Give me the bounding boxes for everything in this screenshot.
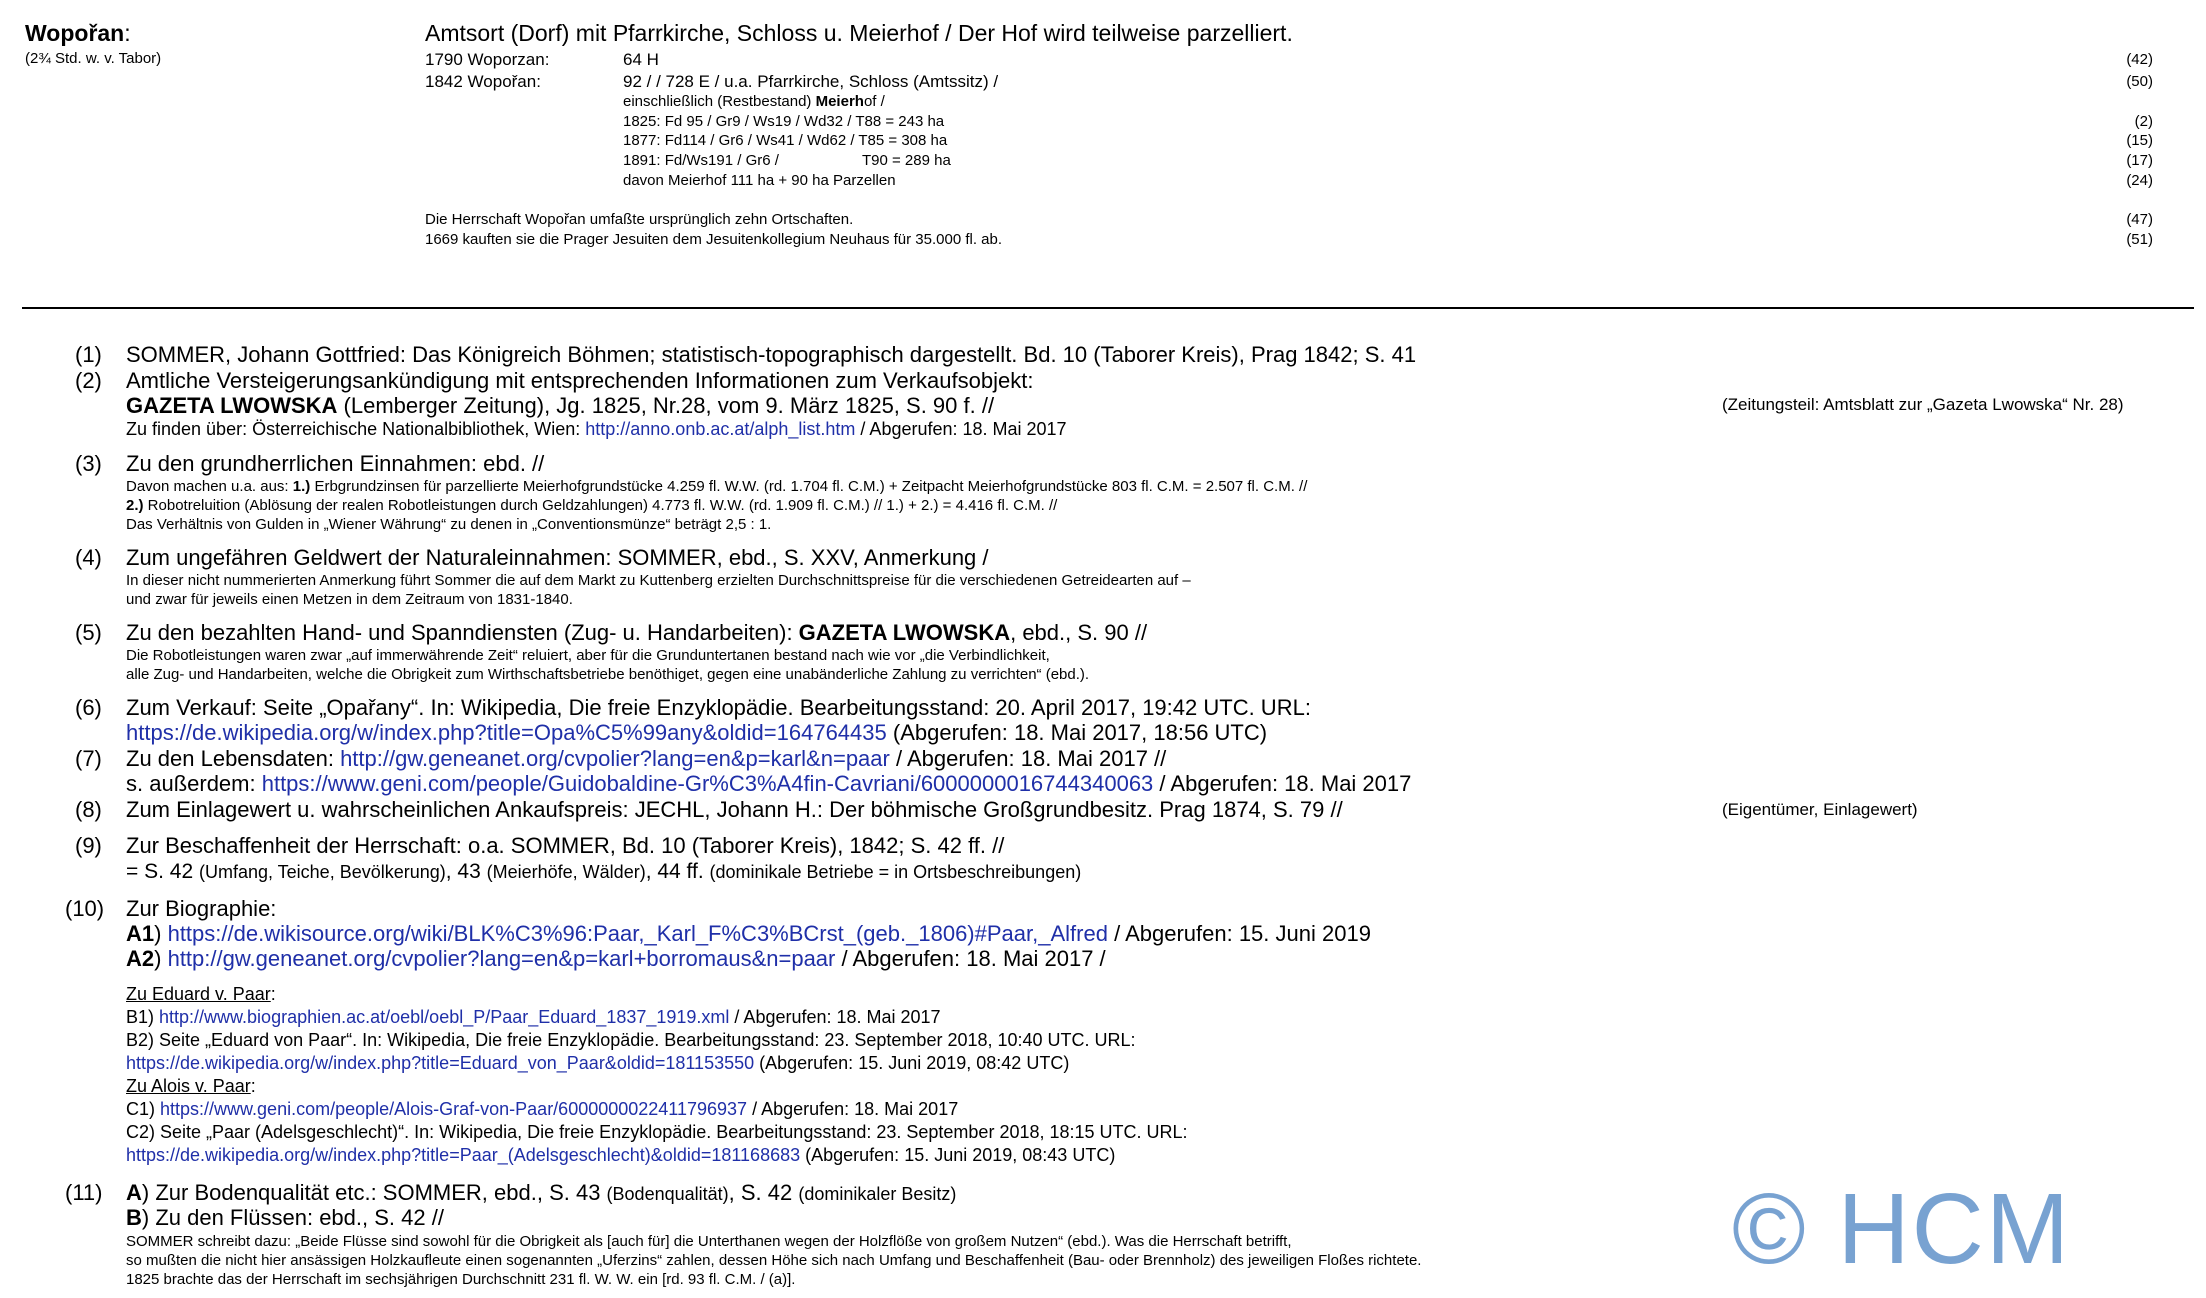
row-text-5: 1891: Fd/Ws191 / Gr6 / T90 = 289 ha <box>623 152 951 169</box>
ref-11-b: B) Zu den Flüssen: ebd., S. 42 // <box>126 1205 444 1230</box>
ref-11-sub3: 1825 brachte das der Herrschaft im sechsjährigen Durchschnitt 231 fl. W. W. ein [rd. 93 fl. C.M. / (a)]. <box>126 1271 796 1288</box>
row-text-2: einschließlich (Restbestand) Meierhof / <box>623 93 885 110</box>
ref-2-side-note: (Zeitungsteil: Amtsblatt zur „Gazeta Lwowska“ Nr. 28) <box>1722 395 2124 414</box>
ref-4-sub1: In dieser nicht nummerierten Anmerkung führt Sommer die auf dem Markt zu Kuttenberg erzielten Durchschnittspreise für die verschiedenen Getreidearten auf – <box>126 572 1191 589</box>
ref-2-line3: Zu finden über: Österreichische Nationalbibliothek, Wien: http://anno.onb.ac.at/alph_list.htm / Abgerufen: 18. Mai 2017 <box>126 419 1067 439</box>
biographien-eduard-link[interactable]: http://www.biographien.ac.at/oebl/oebl_P/Paar_Eduard_1837_1919.xml <box>159 1007 730 1027</box>
ref-10-b2-line1: B2) Seite „Eduard von Paar“. In: Wikipedia, Die freie Enzyklopädie. Bearbeitungsstand: 23. September 2018, 10:40 UTC. URL: <box>126 1030 1136 1050</box>
ref-10-a2: A2) http://gw.geneanet.org/cvpolier?lang=en&p=karl+borromaus&n=paar / Abgerufen: 18. Mai 2017 / <box>126 946 1106 971</box>
ref-11-sub1: SOMMER schreibt dazu: „Beide Flüsse sind sowohl für die Obrigkeit als [auch für] die Unterthanen wegen der Holzflöße von großem Nutzen“ (ebd.). Was die Herrschaft betrifft, <box>126 1233 1292 1250</box>
ref-number-8: (8) <box>75 797 102 822</box>
ref-number-9: (9) <box>75 833 102 858</box>
row-year-1: 1842 Wopořan: <box>425 72 541 91</box>
ref-9-line2: = S. 42 (Umfang, Teiche, Bevölkerung), 43 (Meierhöfe, Wälder), 44 ff. (dominikale Betriebe = in Ortsbeschreibungen) <box>126 860 1082 883</box>
row-text-4: 1877: Fd114 / Gr6 / Ws41 / Wd62 / T85 = 308 ha <box>623 132 948 149</box>
row-text-0: 64 H <box>623 50 659 69</box>
ref-7-line1: Zu den Lebensdaten: http://gw.geneanet.org/cvpolier?lang=en&p=karl&n=paar / Abgerufen: 18. Mai 2017 // <box>126 746 1167 771</box>
row-ref-5: (17) <box>2126 152 2153 169</box>
place-name: Wopořan: <box>25 20 131 46</box>
row-ref-1: (50) <box>2126 73 2153 90</box>
row-ref-0: (42) <box>2126 51 2153 68</box>
row-text-3: 1825: Fd 95 / Gr9 / Ws19 / Wd32 / T88 = 243 ha <box>623 113 945 130</box>
ref-number-5: (5) <box>75 620 102 645</box>
ref-2-line1: Amtliche Versteigerungsankündigung mit entsprechenden Informationen zum Verkaufsobjekt: <box>126 368 1034 393</box>
place-description: Amtsort (Dorf) mit Pfarrkirche, Schloss u. Meierhof / Der Hof wird teilweise parzelliert. <box>425 20 1293 46</box>
copyright-watermark: © HCM <box>1732 1173 2072 1285</box>
ref-5-line1: Zu den bezahlten Hand- und Spanndiensten (Zug- u. Handarbeiten): GAZETA LWOWSKA, ebd., S. 90 // <box>126 620 1148 645</box>
ref-11-a: A) Zur Bodenqualität etc.: SOMMER, ebd., S. 43 (Bodenqualität), S. 42 (dominikaler Besitz) <box>126 1180 957 1205</box>
ref-10-line1: Zur Biographie: <box>126 896 277 921</box>
note-1: 1669 kauften sie die Prager Jesuiten dem Jesuitenkollegium Neuhaus für 35.000 fl. ab. <box>425 231 1003 248</box>
ref-4-sub2: und zwar für jeweils einen Metzen in dem Zeitraum von 1831-1840. <box>126 591 573 608</box>
section-divider <box>22 307 2194 309</box>
ref-6-line2: https://de.wikipedia.org/w/index.php?title=Opa%C5%99any&oldid=164764435 (Abgerufen: 18. Mai 2017, 18:56 UTC) <box>126 720 1268 745</box>
ref-number-4: (4) <box>75 545 102 570</box>
ref-4-line1: Zum ungefähren Geldwert der Naturaleinnahmen: SOMMER, ebd., S. XXV, Anmerkung / <box>126 545 989 570</box>
ref-2-line2: GAZETA LWOWSKA (Lemberger Zeitung), Jg. 1825, Nr.28, vom 9. März 1825, S. 90 f. // <box>126 393 995 418</box>
geneanet-karl-link[interactable]: http://gw.geneanet.org/cvpolier?lang=en&p=karl&n=paar <box>340 746 890 771</box>
place-colon: : <box>124 20 131 46</box>
ref-3-sub3: Das Verhältnis von Gulden in „Wiener Währung“ zu denen in „Conventionsmünze“ beträgt 2,5 : 1. <box>126 516 772 533</box>
geneanet-karl-borromaus-link[interactable]: http://gw.geneanet.org/cvpolier?lang=en&p=karl+borromaus&n=paar <box>167 946 836 971</box>
distance-note: (2¾ Std. w. v. Tabor) <box>25 50 162 67</box>
ref-6-line1: Zum Verkauf: Seite „Opařany“. In: Wikipedia, Die freie Enzyklopädie. Bearbeitungsstand: 20. April 2017, 19:42 UTC. URL: <box>126 695 1311 720</box>
wikisource-paar-link[interactable]: https://de.wikisource.org/wiki/BLK%C3%96:Paar,_Karl_F%C3%BCrst_(geb._1806)#Paar,_Alfred <box>167 921 1108 946</box>
row-text-6: davon Meierhof 111 ha + 90 ha Parzellen <box>623 172 896 189</box>
onb-link[interactable]: http://anno.onb.ac.at/alph_list.htm <box>585 419 856 439</box>
note-ref-0: (47) <box>2126 211 2153 228</box>
ref-10-a1: A1) https://de.wikisource.org/wiki/BLK%C3%96:Paar,_Karl_F%C3%BCrst_(geb._1806)#Paar,_Alfred / Abgerufen: 15. Juni 2019 <box>126 921 1371 946</box>
ref-3-sub2: 2.) Robotreluition (Ablösung der realen Robotleistungen durch Geldzahlungen) 4.773 fl. W.W. (rd. 1.909 fl. C.M.) // 1.) + 2.) = 4.416 fl. C.M. // <box>126 497 1058 514</box>
wikipedia-oparany-link[interactable]: https://de.wikipedia.org/w/index.php?title=Opa%C5%99any&oldid=164764435 <box>126 720 887 745</box>
eduard-heading: Zu Eduard v. Paar: <box>126 984 276 1004</box>
row-text-1: 92 / / 728 E / u.a. Pfarrkirche, Schloss (Amtssitz) / <box>623 72 999 91</box>
ref-number-6: (6) <box>75 695 102 720</box>
ref-number-1: (1) <box>75 342 102 367</box>
ref-3-line1: Zu den grundherrlichen Einnahmen: ebd. // <box>126 451 545 476</box>
ref-10-c2-line1: C2) Seite „Paar (Adelsgeschlecht)“. In: Wikipedia, Die freie Enzyklopädie. Bearbeitungsstand: 23. September 2018, 18:15 UTC. URL: <box>126 1122 1188 1142</box>
ref-number-10: (10) <box>65 896 105 921</box>
ref-8-side-note: (Eigentümer, Einlagewert) <box>1722 800 1918 819</box>
ref-5-sub1: Die Robotleistungen waren zwar „auf immerwährende Zeit“ reluiert, aber für die Grunduntertanen bestand nach wie vor „die Verbindlichkeit, <box>126 647 1050 664</box>
wikipedia-eduard-link[interactable]: https://de.wikipedia.org/w/index.php?title=Eduard_von_Paar&oldid=181153550 <box>126 1053 755 1073</box>
ref-10-c1: C1) https://www.geni.com/people/Alois-Graf-von-Paar/6000000022411796937 / Abgerufen: 18. Mai 2017 <box>126 1099 959 1119</box>
ref-number-11: (11) <box>65 1180 103 1205</box>
ref-number-7: (7) <box>75 746 102 771</box>
ref-10-b2-line2: https://de.wikipedia.org/w/index.php?title=Eduard_von_Paar&oldid=181153550 (Abgerufen: 15. Juni 2019, 08:42 UTC) <box>126 1053 1070 1073</box>
ref-3-sub1: Davon machen u.a. aus: 1.) Erbgrundzinsen für parzellierte Meierhofgrundstücke 4.259 fl. W.W. (rd. 1.704 fl. C.M.) + Zeitpacht Meierhofgrundstücke 803 fl. C.M. = 2.507 fl. C.M. // <box>126 478 1308 495</box>
alois-heading: Zu Alois v. Paar: <box>126 1076 256 1096</box>
row-ref-4: (15) <box>2126 132 2153 149</box>
note-0: Die Herrschaft Wopořan umfaßte ursprünglich zehn Ortschaften. <box>425 211 854 228</box>
note-ref-1: (51) <box>2126 231 2153 248</box>
row-year-0: 1790 Woporzan: <box>425 50 550 69</box>
ref-1-text: SOMMER, Johann Gottfried: Das Königreich Böhmen; statistisch-topographisch dargestellt. Bd. 10 (Taborer Kreis), Prag 1842; S. 41 <box>126 342 1417 367</box>
ref-11-sub2: so mußten die nicht hier ansässigen Holzkaufleute einen sogenannten „Uferzins“ zahlen, dessen Höhe sich nach Umfang und Beschaffenheit (Bau- oder Brennholz) des jeweiligen Floßes richtete. <box>126 1252 1422 1269</box>
row-ref-3: (2) <box>2134 113 2153 130</box>
ref-7-line2: s. außerdem: https://www.geni.com/people/Guidobaldine-Gr%C3%A4fin-Cavriani/6000000016744340063 / Abgerufen: 18. Mai 2017 <box>126 771 1412 796</box>
geni-alois-link[interactable]: https://www.geni.com/people/Alois-Graf-von-Paar/6000000022411796937 <box>160 1099 748 1119</box>
ref-10-b1: B1) http://www.biographien.ac.at/oebl/oebl_P/Paar_Eduard_1837_1919.xml / Abgerufen: 18. Mai 2017 <box>126 1007 941 1027</box>
ref-number-3: (3) <box>75 451 102 476</box>
ref-8-line1: Zum Einlagewert u. wahrscheinlichen Ankaufspreis: JECHL, Johann H.: Der böhmische Großgrundbesitz. Prag 1874, S. 79 // <box>126 797 1343 822</box>
wikipedia-paar-adelsgeschlecht-link[interactable]: https://de.wikipedia.org/w/index.php?title=Paar_(Adelsgeschlecht)&oldid=181168683 <box>126 1145 801 1165</box>
geni-guidobaldine-link[interactable]: https://www.geni.com/people/Guidobaldine-Gr%C3%A4fin-Cavriani/6000000016744340063 <box>261 771 1154 796</box>
ref-9-line1: Zur Beschaffenheit der Herrschaft: o.a. SOMMER, Bd. 10 (Taborer Kreis), 1842; S. 42 ff. // <box>126 833 1005 858</box>
ref-number-2: (2) <box>75 368 102 393</box>
ref-10-c2-line2: https://de.wikipedia.org/w/index.php?title=Paar_(Adelsgeschlecht)&oldid=181168683 (Abgerufen: 15. Juni 2019, 08:43 UTC) <box>126 1145 1116 1165</box>
ref-5-sub2: alle Zug- und Handarbeiten, welche die Obrigkeit zum Wirthschaftsbetriebe benöthiget, gegen eine unabänderliche Zahlung zu verrichten“ (ebd.). <box>126 666 1090 683</box>
row-ref-6: (24) <box>2126 172 2153 189</box>
